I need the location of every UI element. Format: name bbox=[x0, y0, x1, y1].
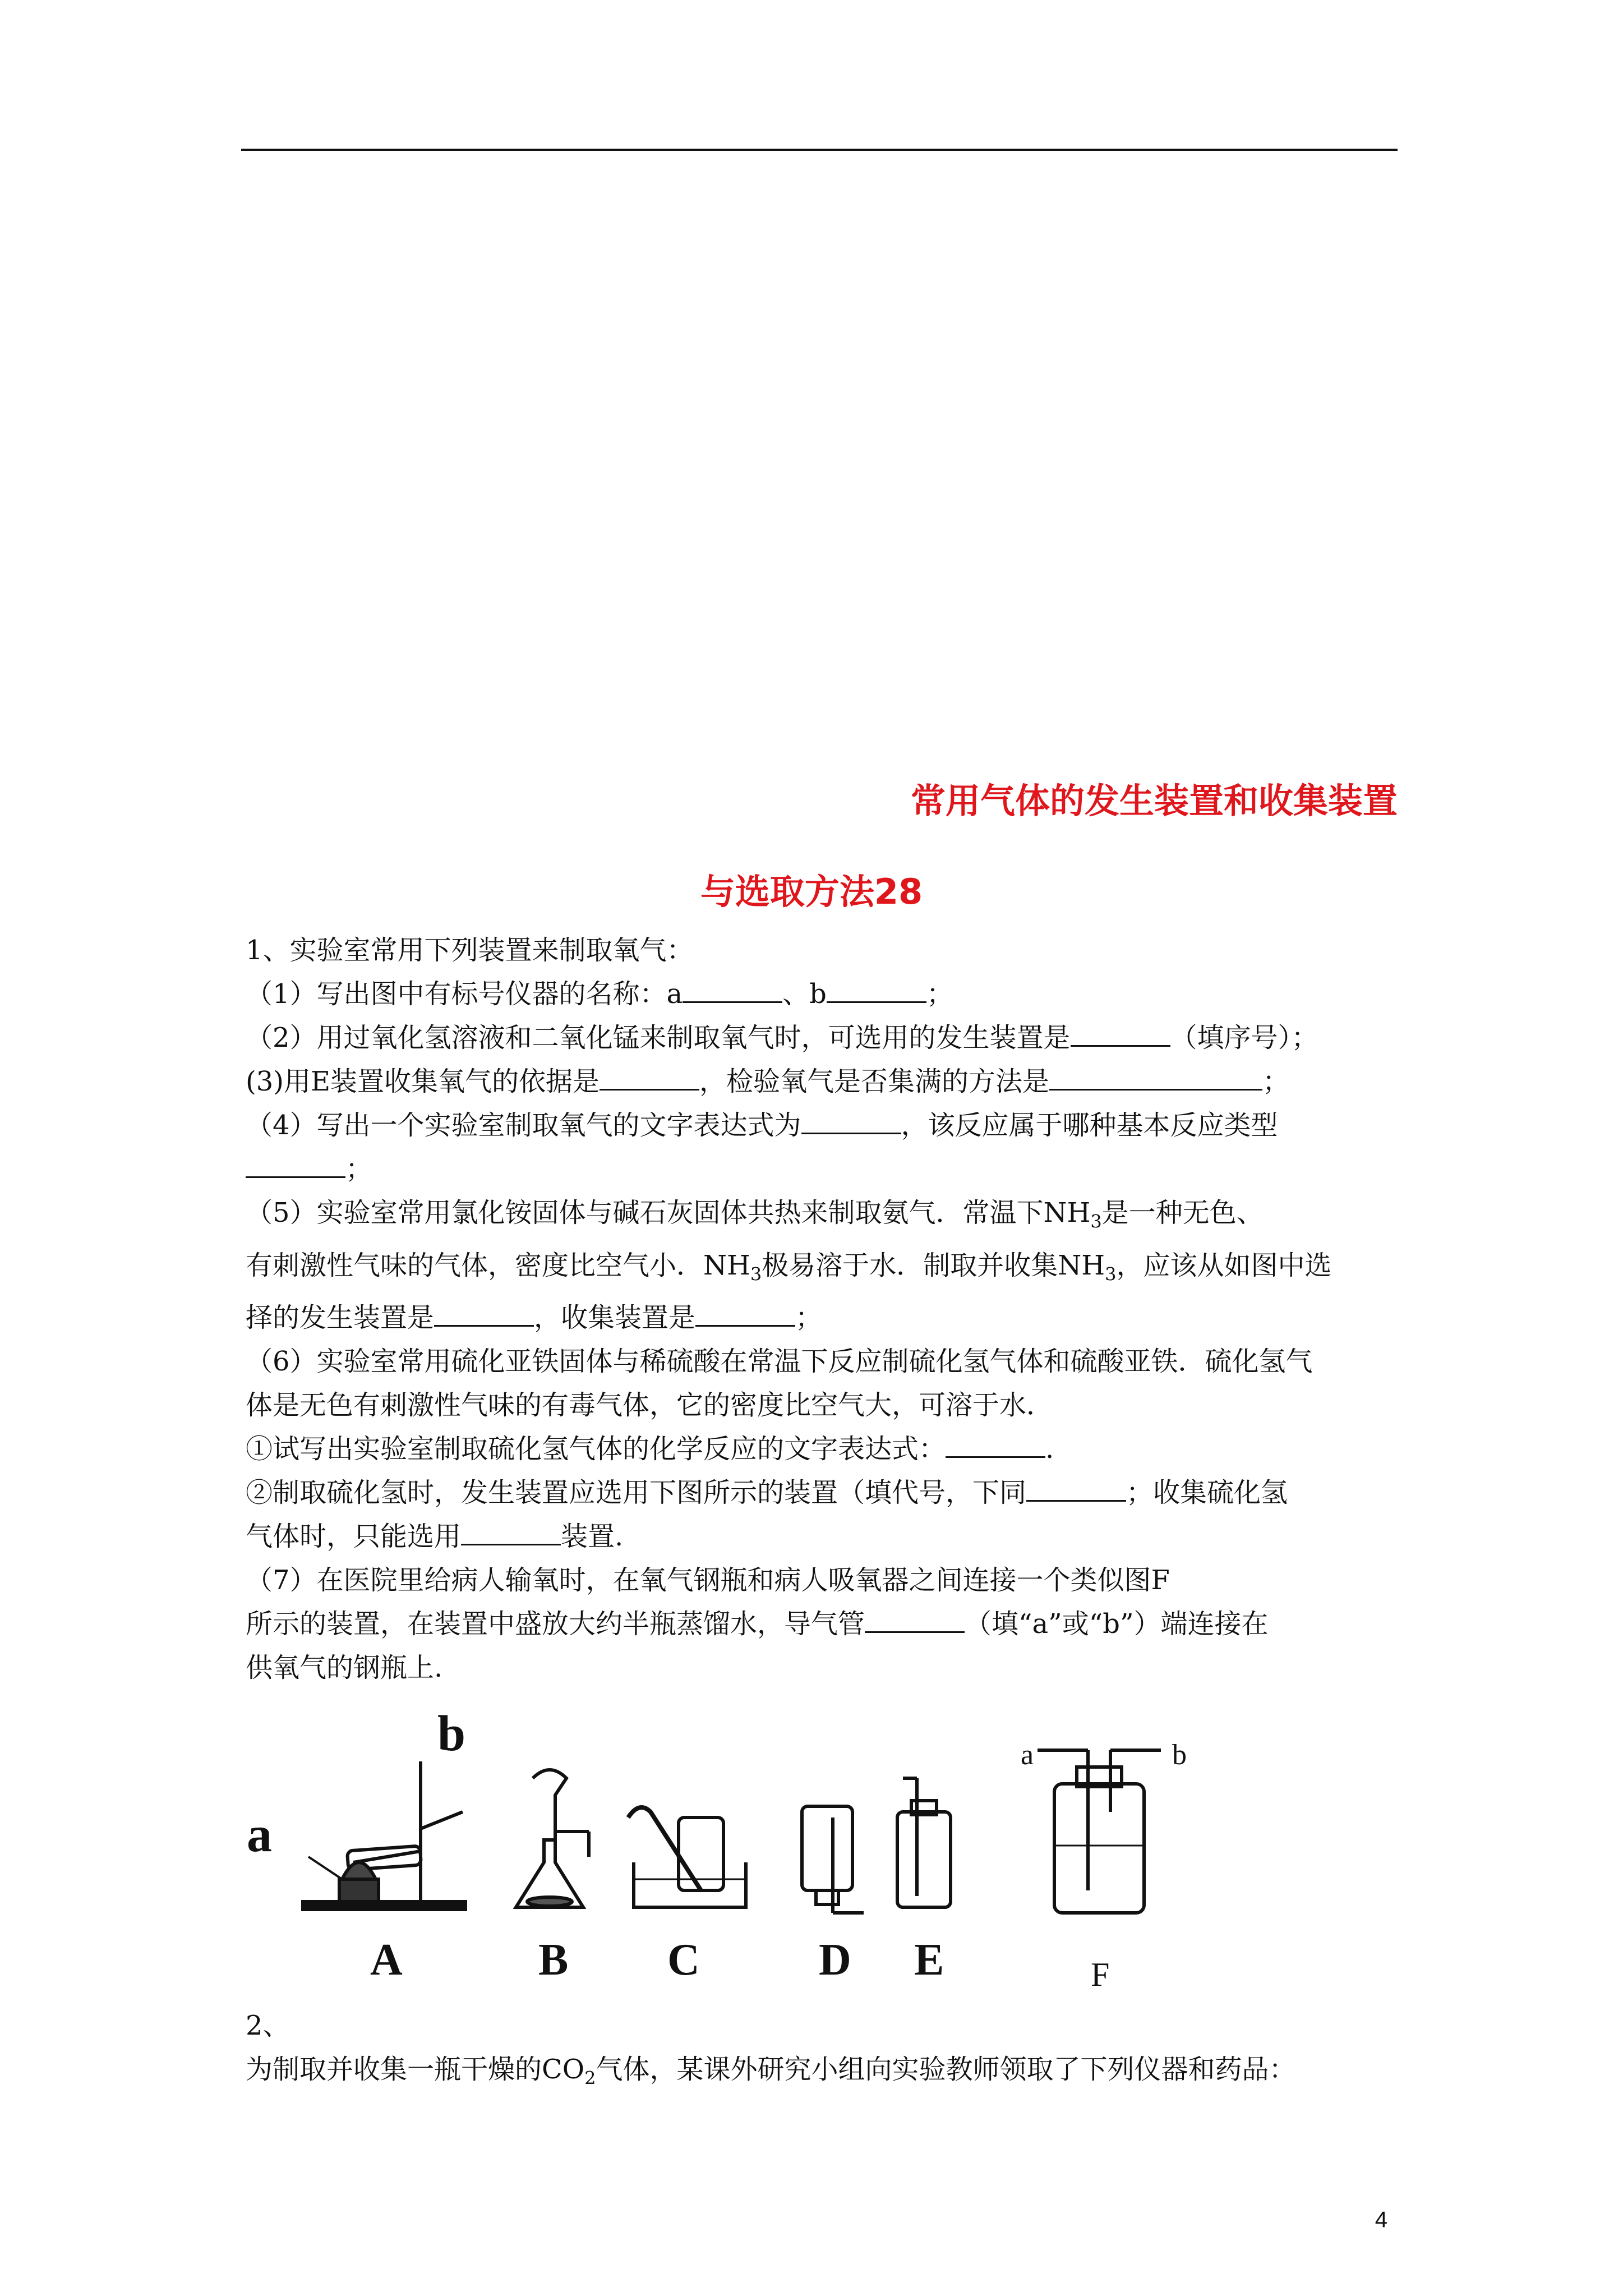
answer-blank bbox=[946, 1433, 1045, 1458]
header-rule bbox=[241, 149, 1398, 151]
label-a: a bbox=[247, 1807, 272, 1862]
apparatus-a bbox=[303, 1761, 465, 1910]
answer-blank bbox=[461, 1520, 561, 1545]
q1-part-3: (3)用E装置收集氧气的依据是 ，检验氧气是否集满的方法是 ； bbox=[246, 1066, 1290, 1097]
answer-blank bbox=[865, 1608, 965, 1633]
answer-blank bbox=[1071, 1022, 1170, 1047]
q1-part-4: （4）写出一个实验室制取氧气的文字表达式为 ，该反应属于哪种基本反应类型 bbox=[246, 1110, 1278, 1141]
label-b: b bbox=[437, 1711, 466, 1761]
label-F: F bbox=[1091, 1956, 1110, 1991]
label-E: E bbox=[914, 1935, 944, 1985]
q1-part-7b: 所示的装置，在装置中盛放大约半瓶蒸馏水，导气管 （填“a”或“b”）端连接在 bbox=[246, 1608, 1269, 1640]
apparatus-c bbox=[628, 1807, 746, 1907]
answer-blank bbox=[801, 1109, 901, 1134]
q1-part-4-end: ； bbox=[246, 1147, 1401, 1191]
apparatus-d bbox=[802, 1806, 864, 1913]
q2-number: 2、 bbox=[246, 2010, 290, 2041]
q1-intro: 1、实验室常用下列装置来制取氧气： bbox=[246, 935, 694, 966]
question-1 bbox=[246, 928, 1401, 1690]
q1-part-6e: 气体时，只能选用 装置. bbox=[246, 1521, 624, 1553]
answer-blank bbox=[600, 1065, 699, 1091]
answer-blank bbox=[1026, 1476, 1126, 1502]
answer-blank bbox=[827, 978, 926, 1003]
answer-blank bbox=[1049, 1065, 1262, 1091]
label-F-a: a bbox=[1021, 1739, 1034, 1771]
answer-blank bbox=[683, 978, 782, 1003]
q1-part-7a: （7）在医院里给病人输氧时，在氧气钢瓶和病人吸氧器之间连接一个类似图F bbox=[246, 1565, 1170, 1596]
page-number: 4 bbox=[1375, 2207, 1387, 2232]
apparatus-figure bbox=[241, 1711, 1262, 1991]
label-B: B bbox=[538, 1935, 569, 1985]
q1-part-6d: ②制取硫化氢时，发生装置应选用下图所示的装置（填代号，下同 ；收集硫化氢 bbox=[246, 1477, 1288, 1509]
q1-part-6a: （6）实验室常用硫化亚铁固体与稀硫酸在常温下反应制硫化氢气体和硫酸亚铁．硫化氢气 bbox=[246, 1346, 1313, 1378]
label-C: C bbox=[667, 1935, 700, 1985]
question-2 bbox=[246, 2004, 1401, 2100]
q1-part-6b: 体是无色有刺激性气味的有毒气体，它的密度比空气大，可溶于水． bbox=[246, 1389, 1054, 1421]
apparatus-e bbox=[897, 1778, 951, 1907]
q1-part-7c: 供氧气的钢瓶上. bbox=[246, 1652, 443, 1684]
q2-text: 为制取并收集一瓶干燥的$CO_2$气体，某课外研究小组向实验教师领取了下列仪器和药品： bbox=[246, 2054, 1296, 2089]
q1-part-5a: （5）实验室常用氯化铵固体与碱石灰固体共热来制取氨气．常温下$NH_3$是一种无色、 bbox=[246, 1197, 1264, 1232]
apparatus-b bbox=[516, 1770, 589, 1907]
q1-part-2a: （2）用过氧化氢溶液和二氧化锰来制取氧气时，可选用的发生装置是 （填序号）； bbox=[246, 1022, 1318, 1053]
label-F-b: b bbox=[1172, 1739, 1187, 1771]
label-D: D bbox=[819, 1935, 851, 1985]
q1-part-1: （1）写出图中有标号仪器的名称：a 、b ； bbox=[246, 978, 953, 1010]
apparatus-f bbox=[1038, 1750, 1161, 1913]
title-line-2: 与选取方法28 bbox=[700, 871, 923, 912]
label-A: A bbox=[370, 1935, 403, 1985]
answer-blank bbox=[434, 1301, 534, 1327]
q1-part-6c: ①试写出实验室制取硫化氢气体的化学反应的文字表达式： . bbox=[246, 1433, 1054, 1465]
answer-blank bbox=[246, 1153, 345, 1178]
q1-part-5b: 有刺激性气味的气体，密度比空气小．$NH_3$极易溶于水．制取并收集$NH_3$，应该从如图中选 bbox=[246, 1249, 1332, 1285]
answer-blank bbox=[695, 1301, 795, 1327]
title-line-1: 常用气体的发生装置和收集装置 bbox=[910, 780, 1398, 821]
q1-part-5c: 择的发生装置是 ，收集装置是 ； bbox=[246, 1302, 823, 1334]
